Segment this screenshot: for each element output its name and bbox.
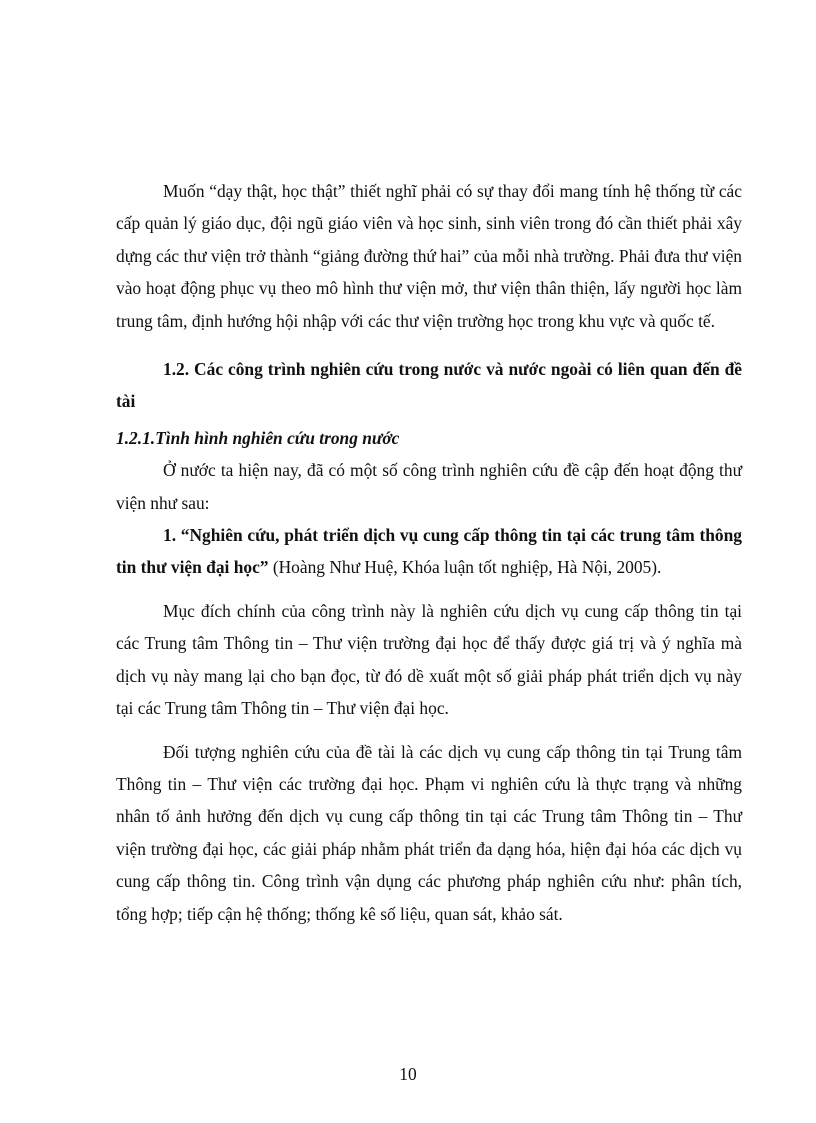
paragraph-overview: Ở nước ta hiện nay, đã có một số công trình nghiên cứu đề cập đến hoạt động thư viện như sau:: [116, 460, 742, 513]
reference-item-1-source: (Hoàng Như Huệ, Khóa luận tốt nghiệp, Hà Nội, 2005).: [268, 557, 662, 578]
reference-item-1-title: 1. “Nghiên cứu, phát triển dịch vụ cung cấp thông tin tại các trung tâm thông tin thư viện đại học”: [116, 525, 742, 578]
page-number: 10: [399, 1064, 417, 1084]
paragraph-purpose: Mục đích chính của công trình này là nghiên cứu dịch vụ cung cấp thông tin tại các Trung tâm Thông tin – Thư viện trường đại học để thấy được giá trị và ý nghĩa mà dịch vụ này mang lại cho bạn đọc, từ đó dề xuất một số giải pháp phát triển dịch vụ này tại các Trung tâm Thông tin – Thư viện đại học.: [116, 600, 742, 719]
paragraph-intro: Muốn “dạy thật, học thật” thiết nghĩ phải có sự thay đổi mang tính hệ thống từ các cấp quản lý giáo dục, đội ngũ giáo viên và học sinh, sinh viên trong đó cần thiết phải xây dựng các thư viện trở thành “giảng đường thứ hai” của mỗi nhà trường. Phải đưa thư viện vào hoạt động phục vụ theo mô hình thư viện mở, thư viện thân thiện, lấy người học làm trung tâm, định hướng hội nhập với các thư viện trường học trong khu vực và quốc tế.: [116, 181, 742, 331]
section-heading: 1.2. Các công trình nghiên cứu trong nước và nước ngoài có liên quan đến đề tài: [116, 359, 742, 412]
reference-item-1: [116, 519, 742, 584]
subsection-heading: 1.2.1.Tình hình nghiên cứu trong nước: [116, 427, 400, 448]
document-body: [116, 175, 742, 930]
paragraph-scope: Đối tượng nghiên cứu của đề tài là các dịch vụ cung cấp thông tin tại Trung tâm Thông tin – Thư viện các trường đại học. Phạm vi nghiên cứu là thực trạng và những nhân tố ảnh hưởng đến dịch vụ cung cấp thông tin tại các Trung tâm Thông tin – Thư viện trường đại học, các giải pháp nhằm phát triển đa dạng hóa, hiện đại hóa các dịch vụ cung cấp thông tin. Công trình vận dụng các phương pháp nghiên cứu như: phân tích, tổng hợp; tiếp cận hệ thống; thống kê số liệu, quan sát, khảo sát.: [116, 741, 742, 924]
